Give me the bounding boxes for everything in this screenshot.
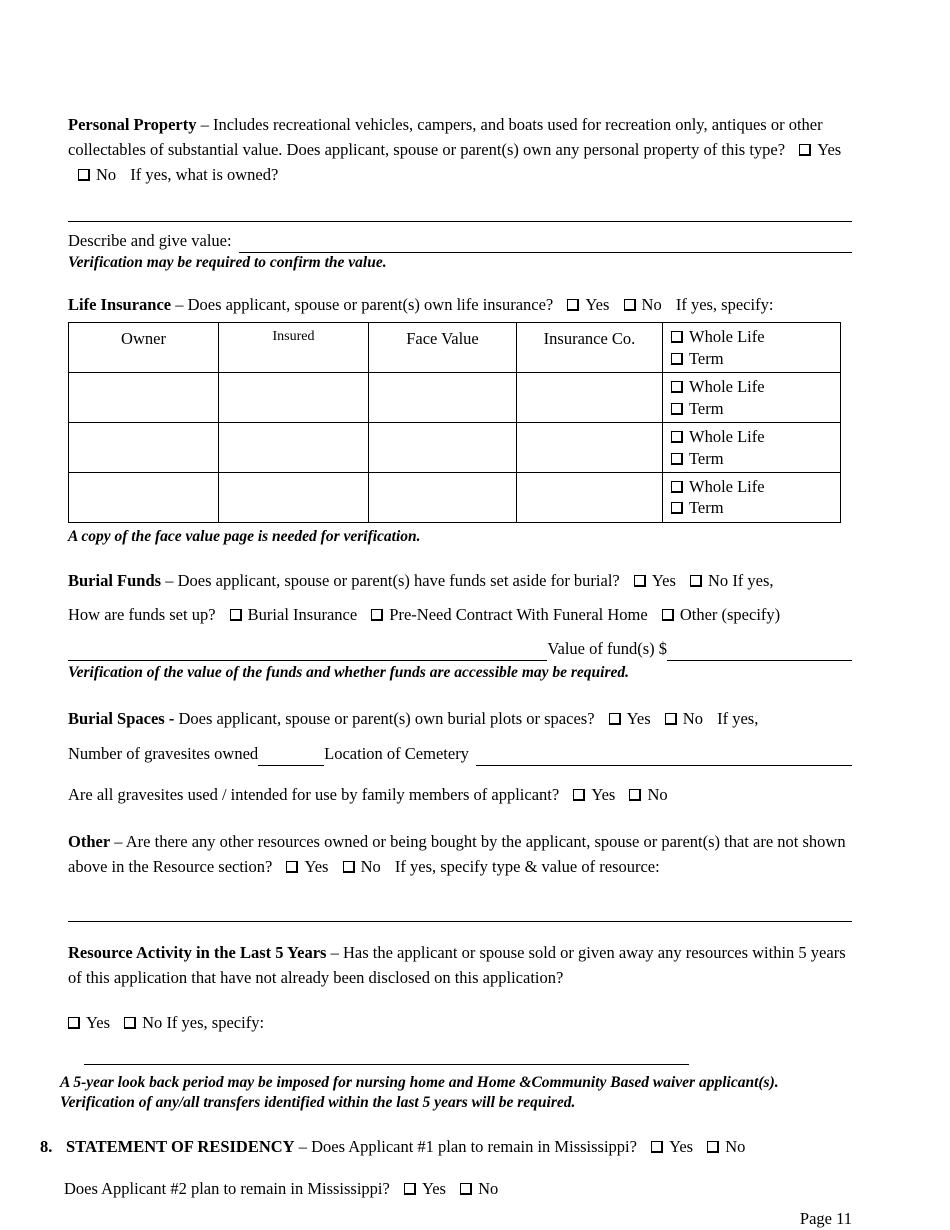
whole-life-option: [671, 376, 832, 397]
burial-funds-heading: Burial Funds: [68, 570, 162, 590]
no-label: No: [725, 1137, 746, 1157]
burial-insurance-checkbox[interactable]: [230, 609, 242, 621]
other-specify-option: [662, 605, 780, 624]
burial-spaces-section: [68, 706, 852, 807]
no-label: No: [641, 295, 662, 315]
term-checkbox[interactable]: [671, 502, 683, 514]
owner-cell[interactable]: [69, 423, 219, 473]
burial-spaces-text: Does applicant, spouse or parent(s) own burial plots or spaces?: [178, 708, 595, 728]
cemetery-location-label: Location of Cemetery: [324, 743, 469, 763]
page-number: Page 11: [799, 1208, 852, 1228]
insurance-co-cell[interactable]: [517, 373, 663, 423]
table-row: [69, 423, 841, 473]
owner-cell[interactable]: [69, 373, 219, 423]
life-insurance-section: [68, 292, 852, 548]
yes-label: Yes: [817, 140, 842, 160]
owner-cell[interactable]: [69, 472, 219, 522]
other-resources-yes-checkbox[interactable]: [286, 861, 298, 873]
no-label: No: [142, 1013, 163, 1033]
yes-label: Yes: [591, 785, 616, 805]
no-label: No: [647, 785, 668, 805]
residency1-no-checkbox[interactable]: [707, 1141, 719, 1153]
pre-need-contract-option: [371, 605, 647, 624]
personal-property-yes-option: [799, 140, 841, 159]
other-resources-text: – Are there any other resources owned or being bought by the applicant, spouse or parent(s) that are not shown above in the Resource section?: [68, 832, 846, 877]
table-row: [69, 373, 841, 423]
life-insurance-yes-option: [567, 295, 609, 314]
resource-activity-text: – Has the applicant or spouse sold or given away any resources within 5 years of this application that have not already been disclosed on this application?: [68, 943, 846, 988]
funds-setup-label: How are funds set up?: [68, 604, 216, 624]
whole-life-checkbox[interactable]: [671, 331, 683, 343]
personal-property-note: Verification may be required to confirm the value.: [68, 254, 387, 272]
resource-activity-heading: Resource Activity in the Last 5 Years: [68, 943, 327, 963]
life-insurance-yes-checkbox[interactable]: [567, 299, 579, 311]
resource-activity-if-yes: If yes, specify:: [166, 1013, 265, 1033]
gravesites-family-question: [68, 782, 852, 807]
pre-need-contract-checkbox[interactable]: [371, 609, 383, 621]
term-label: Term: [689, 448, 724, 468]
insured-cell[interactable]: [219, 472, 369, 522]
whole-life-label: Whole Life: [689, 427, 765, 447]
whole-life-label: Whole Life: [689, 377, 765, 397]
other-resources-write-in-line[interactable]: [68, 905, 852, 922]
personal-property-question: [68, 112, 852, 187]
burial-funds-yes-option: [634, 571, 676, 590]
yes-label: Yes: [86, 1013, 111, 1033]
fund-value-write-in-line[interactable]: [667, 643, 852, 661]
insured-header: Insured: [219, 323, 369, 373]
residency2-yes-checkbox[interactable]: [404, 1183, 416, 1195]
other-specify-checkbox[interactable]: [662, 609, 674, 621]
resource-activity-question: [68, 940, 852, 990]
burial-funds-no-option: [690, 571, 728, 590]
insurance-co-cell[interactable]: [517, 472, 663, 522]
burial-insurance-option: [230, 605, 358, 624]
whole-life-checkbox[interactable]: [671, 481, 683, 493]
residency-question-2: [64, 1176, 852, 1201]
residency2-no-checkbox[interactable]: [460, 1183, 472, 1195]
life-insurance-note: A copy of the face value page is needed for verification.: [68, 527, 421, 545]
burial-spaces-yes-checkbox[interactable]: [609, 713, 621, 725]
gravesites-family-yes-option: [573, 785, 615, 804]
burial-funds-if-yes: If yes,: [732, 570, 774, 590]
life-insurance-no-option: [624, 295, 662, 314]
policy-type-cell: [663, 323, 841, 373]
owned-write-in-line[interactable]: [68, 205, 852, 222]
resource-activity-no-checkbox[interactable]: [124, 1017, 136, 1029]
life-insurance-text: – Does applicant, spouse or parent(s) own life insurance?: [175, 295, 554, 315]
policy-type-cell: [663, 373, 841, 423]
whole-life-label: Whole Life: [689, 476, 765, 496]
burial-insurance-label: Burial Insurance: [247, 604, 358, 624]
gravesites-family-text: Are all gravesites used / intended for use by family members of applicant?: [68, 785, 560, 805]
whole-life-option: [671, 426, 832, 447]
describe-value-write-in-line[interactable]: [239, 235, 852, 253]
residency2-yes-option: [404, 1179, 446, 1198]
no-label: No: [708, 570, 729, 590]
personal-property-if-yes: If yes, what is owned?: [130, 165, 279, 185]
personal-property-text: – Includes recreational vehicles, campers, and boats used for recreation only, antiques or other collectables of substantial value. Does applicant, spouse or parent(s) own any personal property of this type?: [68, 115, 823, 160]
describe-value-line: [68, 228, 852, 253]
insured-cell[interactable]: [219, 423, 369, 473]
policy-type-cell: [663, 423, 841, 473]
term-checkbox[interactable]: [671, 453, 683, 465]
residency1-yes-option: [651, 1137, 693, 1156]
personal-property-heading: Personal Property: [68, 115, 197, 134]
term-checkbox[interactable]: [671, 403, 683, 415]
resource-activity-section: [60, 940, 852, 1114]
whole-life-checkbox[interactable]: [671, 381, 683, 393]
residency-section: [40, 1134, 852, 1201]
gravesites-family-yes-checkbox[interactable]: [573, 789, 585, 801]
resource-activity-answer-line: [68, 1010, 852, 1035]
insured-cell[interactable]: [219, 373, 369, 423]
resource-activity-note: A 5-year look back period may be imposed for nursing home and Home &Community Based waiver applicant(s). Verification of any/all transfers identified within the last 5 years will be required.: [60, 1073, 779, 1112]
gravesites-family-no-checkbox[interactable]: [629, 789, 641, 801]
life-insurance-heading: Life Insurance: [68, 295, 172, 315]
burial-funds-note: Verification of the value of the funds and whether funds are accessible may be required.: [68, 663, 630, 681]
no-label: No: [682, 708, 703, 728]
insurance-co-header: Insurance Co.: [517, 323, 663, 373]
gravesites-line: [68, 741, 852, 766]
yes-label: Yes: [669, 1137, 694, 1157]
whole-life-option: [671, 476, 832, 497]
burial-spaces-yes-option: [609, 709, 651, 728]
other-resources-no-checkbox[interactable]: [343, 861, 355, 873]
life-insurance-question: [68, 292, 852, 317]
term-label: Term: [689, 348, 724, 368]
table-row: [69, 472, 841, 522]
resource-activity-yes-option: [68, 1013, 110, 1032]
gravesites-owned-label: Number of gravesites owned: [68, 743, 259, 763]
whole-life-label: Whole Life: [689, 327, 765, 347]
term-option: [671, 497, 832, 518]
residency1-yes-checkbox[interactable]: [651, 1141, 663, 1153]
no-label: No: [96, 165, 117, 185]
term-option: [671, 448, 832, 469]
yes-label: Yes: [585, 295, 610, 315]
burial-spaces-no-option: [665, 709, 703, 728]
no-label: No: [360, 857, 381, 877]
face-value-cell[interactable]: [369, 423, 517, 473]
burial-funds-section: [68, 568, 852, 684]
other-specify-write-in-line[interactable]: [68, 643, 547, 661]
burial-spaces-heading: Burial Spaces -: [68, 708, 175, 728]
resource-activity-write-in-line[interactable]: [84, 1048, 689, 1065]
table-header-row: [69, 323, 841, 373]
residency-question-1: [40, 1134, 852, 1159]
burial-funds-no-checkbox[interactable]: [690, 575, 702, 587]
describe-value-label: Describe and give value:: [68, 231, 232, 251]
residency-text-1: – Does Applicant #1 plan to remain in Mississippi?: [298, 1137, 637, 1157]
fund-value-line: [68, 636, 852, 661]
personal-property-yes-checkbox[interactable]: [799, 144, 811, 156]
yes-label: Yes: [651, 570, 676, 590]
personal-property-no-checkbox[interactable]: [78, 169, 90, 181]
policy-type-cell: [663, 472, 841, 522]
personal-property-section: [68, 112, 852, 274]
face-value-cell[interactable]: [369, 472, 517, 522]
life-insurance-table: [68, 322, 841, 523]
yes-label: Yes: [626, 708, 651, 728]
other-resources-yes-option: [286, 857, 328, 876]
other-resources-section: [68, 829, 852, 922]
other-resources-no-option: [343, 857, 381, 876]
face-value-cell[interactable]: [369, 373, 517, 423]
insurance-co-cell[interactable]: [517, 423, 663, 473]
residency-text-2: Does Applicant #2 plan to remain in Mississippi?: [64, 1179, 390, 1199]
owner-header: Owner: [69, 323, 219, 373]
fund-value-label: Value of fund(s) $: [547, 638, 667, 658]
other-resources-if-yes: If yes, specify type & value of resource:: [394, 857, 660, 877]
section-number: 8.: [40, 1137, 53, 1157]
no-label: No: [478, 1179, 499, 1199]
other-resources-heading: Other: [68, 832, 111, 852]
term-checkbox[interactable]: [671, 353, 683, 365]
burial-spaces-no-checkbox[interactable]: [665, 713, 677, 725]
cemetery-location-write-in-line[interactable]: [476, 748, 852, 766]
residency2-no-option: [460, 1179, 498, 1198]
term-option: [671, 398, 832, 419]
term-label: Term: [689, 498, 724, 518]
burial-spaces-if-yes: If yes,: [717, 708, 759, 728]
life-insurance-if-yes: If yes, specify:: [675, 295, 774, 315]
yes-label: Yes: [304, 857, 329, 877]
funds-setup-line: [68, 602, 852, 627]
residency1-no-option: [707, 1137, 745, 1156]
life-insurance-no-checkbox[interactable]: [624, 299, 636, 311]
burial-funds-question: [68, 568, 852, 593]
other-specify-label: Other (specify): [679, 604, 781, 624]
burial-funds-text: – Does applicant, spouse or parent(s) have funds set aside for burial?: [165, 570, 620, 590]
pre-need-contract-label: Pre-Need Contract With Funeral Home: [389, 604, 648, 624]
burial-funds-yes-checkbox[interactable]: [634, 575, 646, 587]
burial-spaces-question: [68, 706, 852, 731]
gravesites-count-write-in-line[interactable]: [258, 748, 324, 766]
resource-activity-no-option: [124, 1013, 162, 1032]
yes-label: Yes: [421, 1179, 446, 1199]
resource-activity-yes-checkbox[interactable]: [68, 1017, 80, 1029]
residency-heading: STATEMENT OF RESIDENCY: [66, 1137, 295, 1157]
face-value-header: Face Value: [369, 323, 517, 373]
whole-life-option: [671, 326, 832, 347]
term-option: [671, 348, 832, 369]
personal-property-no-option: [78, 165, 116, 184]
term-label: Term: [689, 398, 724, 418]
other-resources-question: [68, 829, 852, 879]
gravesites-family-no-option: [629, 785, 667, 804]
whole-life-checkbox[interactable]: [671, 431, 683, 443]
